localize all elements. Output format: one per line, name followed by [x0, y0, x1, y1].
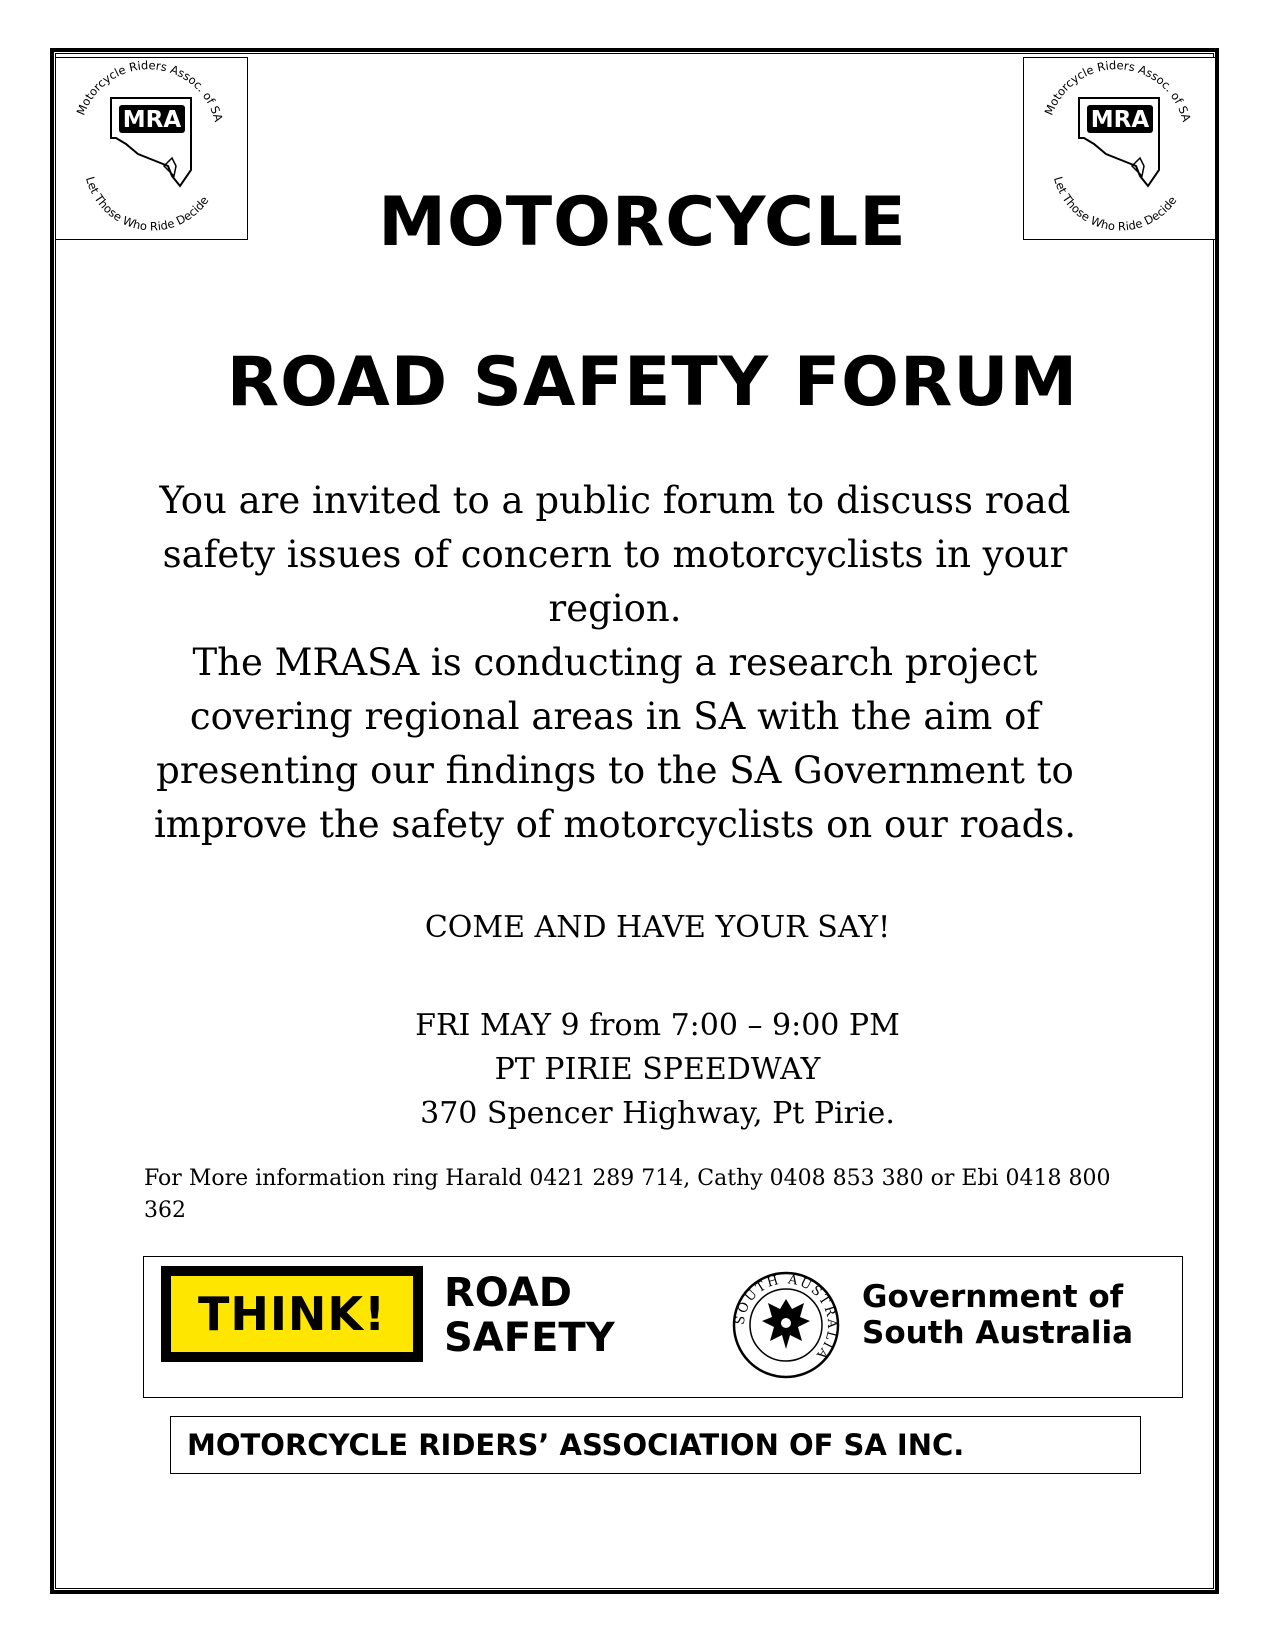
invitation-paragraph: You are invited to a public forum to discuss road safety issues of concern to motorcyclists in your region.: [159, 479, 1071, 630]
contact-info: For More information ring Harald 0421 289 714, Cathy 0408 853 380 or Ebi 0418 800 362: [144, 1166, 1111, 1223]
logo-top-text: Motorcycle Riders Assoc. of SA: [1041, 58, 1194, 124]
government-line2: South Australia: [862, 1315, 1134, 1351]
event-date-time: FRI MAY 9 from 7:00 – 9:00 PM: [415, 1008, 900, 1043]
logo-top-text: Motorcycle Riders Assoc. of SA: [73, 58, 226, 124]
page-title-line2: ROAD SAFETY FORUM: [226, 343, 1079, 422]
event-details: [0, 1004, 1275, 1136]
logo-badge-text: MRA: [1090, 107, 1150, 133]
government-text: [862, 1279, 1133, 1351]
page-title-line1: MOTORCYCLE: [378, 183, 907, 262]
road-safety-line2: SAFETY: [444, 1315, 615, 1361]
road-safety-line1: ROAD: [444, 1270, 572, 1316]
association-footer: [170, 1416, 1141, 1474]
project-paragraph: The MRASA is conducting a research project covering regional areas in SA with the aim of presenting our findings to the SA Government to improve the safety of motorcyclists on our roads.: [153, 641, 1077, 846]
event-address: 370 Spencer Highway, Pt Pirie.: [420, 1096, 895, 1131]
sa-government-emblem-icon: [730, 1269, 842, 1381]
think-logo: [161, 1266, 423, 1362]
event-venue: PT PIRIE SPEEDWAY: [494, 1052, 821, 1087]
logo-badge-text: MRA: [122, 107, 182, 133]
logo-bottom-text: Let Those Who Ride Decide: [1051, 174, 1180, 234]
invitation-text: [120, 474, 1110, 852]
government-line1: Government of: [862, 1279, 1124, 1315]
sponsor-banner: [143, 1256, 1183, 1398]
think-logo-text: THINK!: [171, 1276, 413, 1352]
association-name: MOTORCYCLE RIDERS’ ASSOCIATION OF SA INC.: [187, 1428, 965, 1462]
road-safety-text: [444, 1271, 615, 1361]
logo-bottom-text: Let Those Who Ride Decide: [83, 174, 212, 234]
call-to-action: COME AND HAVE YOUR SAY!: [424, 910, 891, 945]
emblem-text: SOUTH AUSTRALIA: [732, 1272, 840, 1364]
